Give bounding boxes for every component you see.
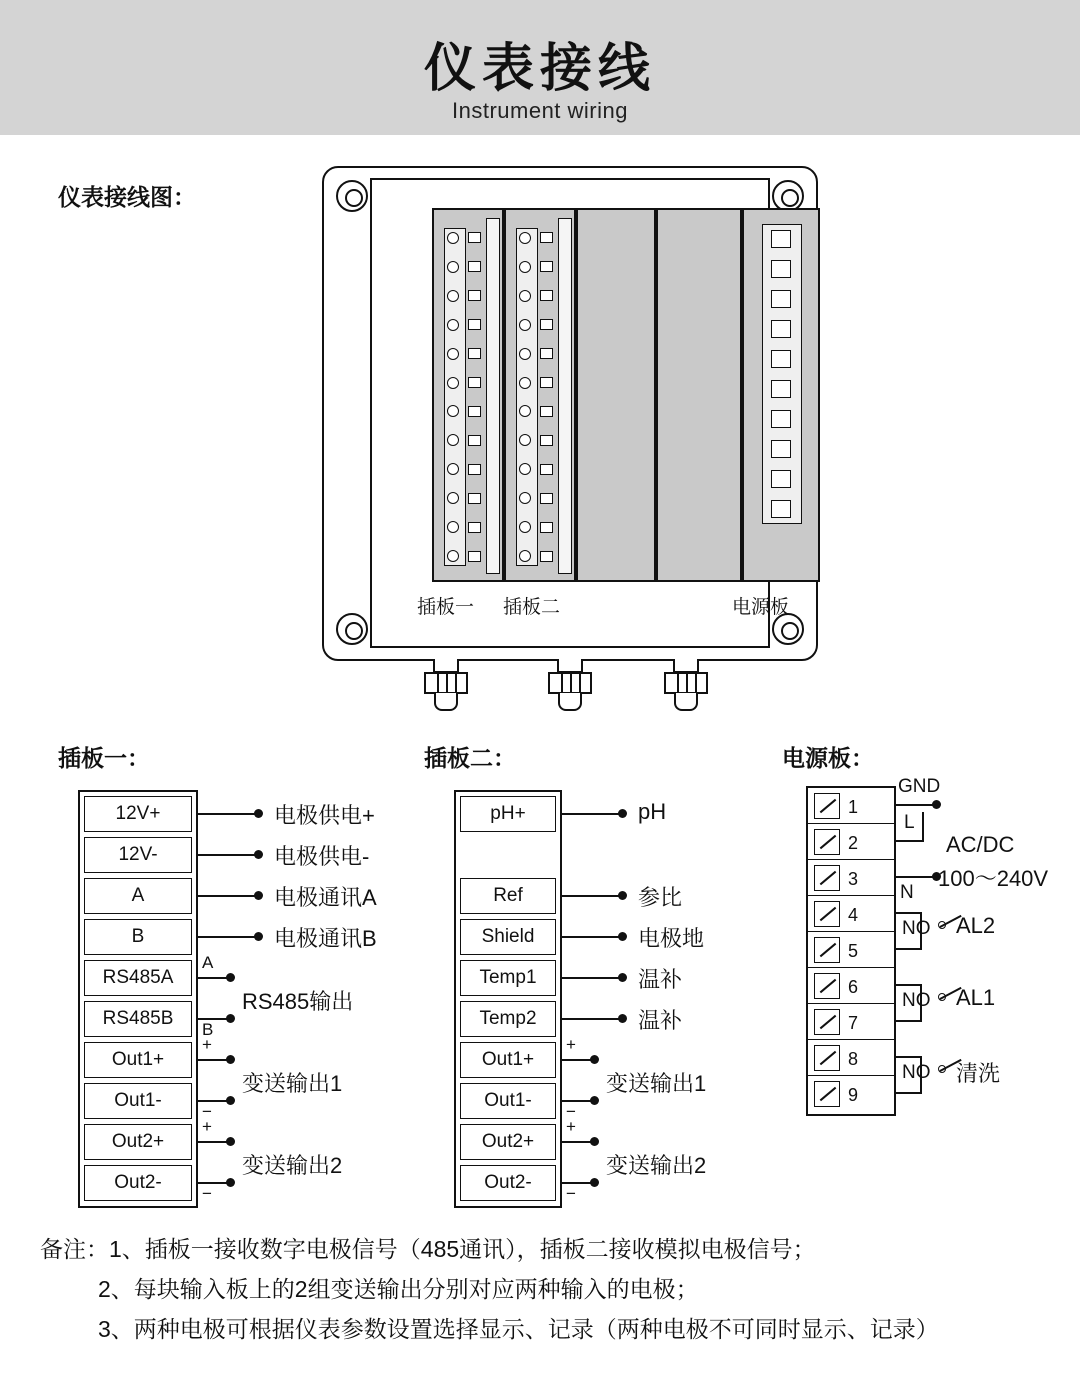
terminal-number: 1 <box>848 797 859 817</box>
terminal-pin <box>519 232 531 244</box>
annotation-l: L <box>904 812 915 833</box>
terminal-number: 5 <box>848 941 859 961</box>
board-slot-4 <box>656 208 742 582</box>
terminal-square <box>540 435 553 446</box>
terminal-label: Out2+ <box>460 1124 556 1160</box>
terminal-number: 3 <box>848 869 859 889</box>
terminal-pin <box>447 521 459 533</box>
board-edge-bar <box>486 218 500 574</box>
polarity-mark: + <box>202 1117 212 1136</box>
terminal-pin <box>447 290 459 302</box>
enclosure-caption-board2: 插板二 <box>503 597 561 618</box>
signal-group-label: 变送输出1 <box>606 1071 707 1096</box>
annotation-no-clean: NO <box>902 1062 931 1083</box>
wire-lead <box>198 813 256 815</box>
signal-group-label: 变送输出2 <box>606 1153 707 1178</box>
terminal-square <box>771 500 791 518</box>
screw-terminal-icon <box>814 829 840 855</box>
instrument-enclosure-diagram <box>322 166 818 661</box>
terminal-pin <box>447 550 459 562</box>
wire-node <box>590 1055 599 1064</box>
terminal-pin-column <box>447 232 459 562</box>
label-wiring-diagram: 仪表接线图： <box>58 184 196 210</box>
signal-label: 参比 <box>638 885 683 910</box>
screw-terminal-icon <box>814 901 840 927</box>
terminal-square <box>771 290 791 308</box>
terminal-pin <box>447 261 459 273</box>
signal-label: pH <box>638 799 667 824</box>
terminal-pin <box>519 290 531 302</box>
polarity-mark: − <box>566 1102 576 1121</box>
screw-terminal-icon <box>814 937 840 963</box>
terminal-square <box>540 522 553 533</box>
terminal-square <box>771 470 791 488</box>
polarity-mark: + <box>202 1035 212 1054</box>
terminal-square <box>540 551 553 562</box>
terminal-pin <box>447 463 459 475</box>
terminal-number: 9 <box>848 1085 859 1105</box>
wire-node <box>226 1014 235 1023</box>
terminal-label: A <box>84 878 192 914</box>
terminal-square <box>540 290 553 301</box>
enclosure-caption-board1: 插板一 <box>417 597 475 618</box>
wire-lead <box>896 948 922 950</box>
terminal-square <box>540 232 553 243</box>
board2-terminal-diagram <box>454 790 784 1208</box>
terminal-square <box>540 406 553 417</box>
screw-terminal-icon <box>814 1045 840 1071</box>
terminal-pin <box>519 377 531 389</box>
terminal-pin <box>519 463 531 475</box>
terminal-square <box>468 290 481 301</box>
wire-lead <box>562 977 620 979</box>
terminal-square <box>468 464 481 475</box>
terminal-square <box>468 493 481 504</box>
notes-section <box>40 1238 1040 1358</box>
board-slot-3 <box>576 208 656 582</box>
terminal-pin <box>519 319 531 331</box>
terminal-pin <box>519 261 531 273</box>
terminal-square-column <box>540 232 553 562</box>
signal-label: 电极供电- <box>274 844 370 869</box>
terminal-label: B <box>84 919 192 955</box>
board1-terminal-diagram <box>78 790 408 1208</box>
wire-lead <box>198 936 256 938</box>
terminal-pin <box>519 550 531 562</box>
terminal-pin <box>447 377 459 389</box>
wire-lead <box>922 812 924 842</box>
signal-label: 电极地 <box>638 926 705 951</box>
wire-node <box>618 809 627 818</box>
terminal-square <box>540 464 553 475</box>
terminal-pin <box>447 492 459 504</box>
terminal-label: Out1- <box>460 1083 556 1119</box>
terminal-number: 6 <box>848 977 859 997</box>
terminal-square <box>468 551 481 562</box>
signal-label: 电极供电+ <box>274 803 375 828</box>
board-edge-bar <box>558 218 572 574</box>
terminal-square <box>468 377 481 388</box>
polarity-mark: + <box>566 1035 576 1054</box>
wire-node <box>590 1178 599 1187</box>
wire-node <box>618 1014 627 1023</box>
terminal-square <box>540 377 553 388</box>
terminal-label: Shield <box>460 919 556 955</box>
wire-lead <box>896 876 936 878</box>
polarity-mark: − <box>202 1102 212 1121</box>
wire-node <box>618 973 627 982</box>
signal-group-label: RS485输出 <box>242 989 354 1014</box>
terminal-number: 4 <box>848 905 859 925</box>
wire-node <box>226 1055 235 1064</box>
screw-terminal-icon <box>814 1009 840 1035</box>
polarity-mark: − <box>566 1184 576 1203</box>
label-board2: 插板二： <box>424 745 516 771</box>
signal-label: 电极通讯A <box>274 885 377 910</box>
terminal-square <box>771 350 791 368</box>
terminal-square <box>771 230 791 248</box>
label-board1: 插板一： <box>58 745 150 771</box>
annotation-supply-type: AC/DC <box>946 832 1015 857</box>
wire-lead <box>562 1018 620 1020</box>
polarity-mark: − <box>202 1184 212 1203</box>
cable-gland-icon <box>664 659 708 711</box>
wire-lead <box>198 854 256 856</box>
wire-node <box>254 891 263 900</box>
cable-gland-icon <box>424 659 468 711</box>
screw-icon <box>336 613 368 645</box>
signal-label: 温补 <box>638 967 683 992</box>
page-title: 仪表接线 <box>423 40 656 98</box>
terminal-pin <box>447 405 459 417</box>
terminal-square <box>468 435 481 446</box>
screw-terminal-icon <box>814 793 840 819</box>
power-terminal-frame <box>806 786 896 1116</box>
terminal-label: Out1+ <box>84 1042 192 1078</box>
terminal-number: 2 <box>848 833 859 853</box>
wire-node <box>932 800 941 809</box>
screw-icon <box>336 180 368 212</box>
terminal-pin <box>447 319 459 331</box>
annotation-al2: AL2 <box>956 913 996 938</box>
terminal-pin <box>447 232 459 244</box>
wire-lead <box>198 895 256 897</box>
terminal-number: 8 <box>848 1049 859 1069</box>
polarity-mark: A <box>202 953 214 972</box>
terminal-label: RS485A <box>84 960 192 996</box>
terminal-square <box>468 261 481 272</box>
note-line-1: 备注：1、插板一接收数字电极信号（485通讯），插板二接收模拟电极信号； <box>40 1236 816 1262</box>
board-slot-2 <box>504 208 576 582</box>
terminal-label: 12V+ <box>84 796 192 832</box>
terminal-label: 12V- <box>84 837 192 873</box>
terminal-square <box>540 261 553 272</box>
wire-node <box>618 932 627 941</box>
polarity-mark: + <box>566 1117 576 1136</box>
enclosure-inner-panel <box>370 178 790 648</box>
terminal-pin-column <box>519 232 531 562</box>
terminal-pin <box>519 405 531 417</box>
terminal-square <box>771 260 791 278</box>
terminal-square <box>468 319 481 330</box>
wire-node <box>254 850 263 859</box>
screw-terminal-icon <box>814 973 840 999</box>
terminal-square <box>468 406 481 417</box>
label-power-board: 电源板： <box>782 745 874 771</box>
terminal-label: Out1- <box>84 1083 192 1119</box>
terminal-square <box>540 493 553 504</box>
terminal-label: Out1+ <box>460 1042 556 1078</box>
screw-terminal-icon <box>814 865 840 891</box>
board-slot-1 <box>432 208 504 582</box>
terminal-square <box>540 348 553 359</box>
terminal-square-column <box>468 232 481 562</box>
wire-node <box>590 1096 599 1105</box>
signal-group-label: 变送输出2 <box>242 1153 343 1178</box>
wire-lead <box>896 1056 922 1058</box>
wire-node <box>226 1137 235 1146</box>
page-header <box>0 0 1080 135</box>
wire-node <box>226 973 235 982</box>
annotation-supply-range: 100～240V <box>938 866 1049 891</box>
terminal-label: Temp2 <box>460 1001 556 1037</box>
note-line-2: 2、每块输入板上的2组变送输出分别对应两种输入的电极； <box>98 1276 699 1302</box>
enclosure-caption-power: 电源板 <box>732 597 790 618</box>
annotation-no-al2: NO <box>902 918 931 939</box>
page-subtitle: Instrument wiring <box>451 98 628 123</box>
terminal-square <box>468 522 481 533</box>
wire-lead <box>896 984 922 986</box>
polarity-mark: B <box>202 1020 214 1039</box>
board-slot-power <box>742 208 820 582</box>
annotation-gnd: GND <box>898 776 941 797</box>
wire-lead <box>896 840 924 842</box>
terminal-pin <box>519 434 531 446</box>
wire-lead <box>896 1092 922 1094</box>
screw-terminal-icon <box>814 1081 840 1107</box>
wire-lead <box>562 813 620 815</box>
wire-node <box>254 932 263 941</box>
terminal-square <box>540 319 553 330</box>
signal-label: 电极通讯B <box>274 926 377 951</box>
wire-node <box>590 1137 599 1146</box>
annotation-n: N <box>900 882 914 903</box>
terminal-label: Out2+ <box>84 1124 192 1160</box>
wire-lead <box>562 895 620 897</box>
terminal-square <box>468 232 481 243</box>
terminal-square <box>771 320 791 338</box>
power-terminal-column <box>771 230 791 518</box>
note-line-3: 3、两种电极可根据仪表参数设置选择显示、记录（两种电极不可同时显示、记录） <box>98 1316 939 1342</box>
signal-label: 温补 <box>638 1008 683 1033</box>
annotation-no-al1: NO <box>902 990 931 1011</box>
wire-lead <box>896 804 936 806</box>
signal-group-label: 变送输出1 <box>242 1071 343 1096</box>
annotation-clean: 清洗 <box>956 1061 1001 1086</box>
terminal-square <box>771 440 791 458</box>
terminal-pin <box>519 492 531 504</box>
terminal-square <box>771 410 791 428</box>
terminal-label: Temp1 <box>460 960 556 996</box>
wire-lead <box>896 912 922 914</box>
terminal-pin <box>519 348 531 360</box>
annotation-al1: AL1 <box>956 985 996 1010</box>
wire-lead <box>896 1020 922 1022</box>
terminal-label: Out2- <box>460 1165 556 1201</box>
wire-node <box>618 891 627 900</box>
terminal-label: Out2- <box>84 1165 192 1201</box>
terminal-number: 7 <box>848 1013 859 1033</box>
wire-node <box>226 1178 235 1187</box>
terminal-pin <box>519 521 531 533</box>
cable-gland-icon <box>548 659 592 711</box>
wire-lead <box>562 936 620 938</box>
terminal-square <box>771 380 791 398</box>
terminal-label: RS485B <box>84 1001 192 1037</box>
terminal-square <box>468 348 481 359</box>
terminal-label: Ref <box>460 878 556 914</box>
terminal-label: pH+ <box>460 796 556 832</box>
power-terminal-diagram <box>806 776 1066 1124</box>
terminal-pin <box>447 434 459 446</box>
wire-node <box>226 1096 235 1105</box>
terminal-pin <box>447 348 459 360</box>
wire-node <box>254 809 263 818</box>
